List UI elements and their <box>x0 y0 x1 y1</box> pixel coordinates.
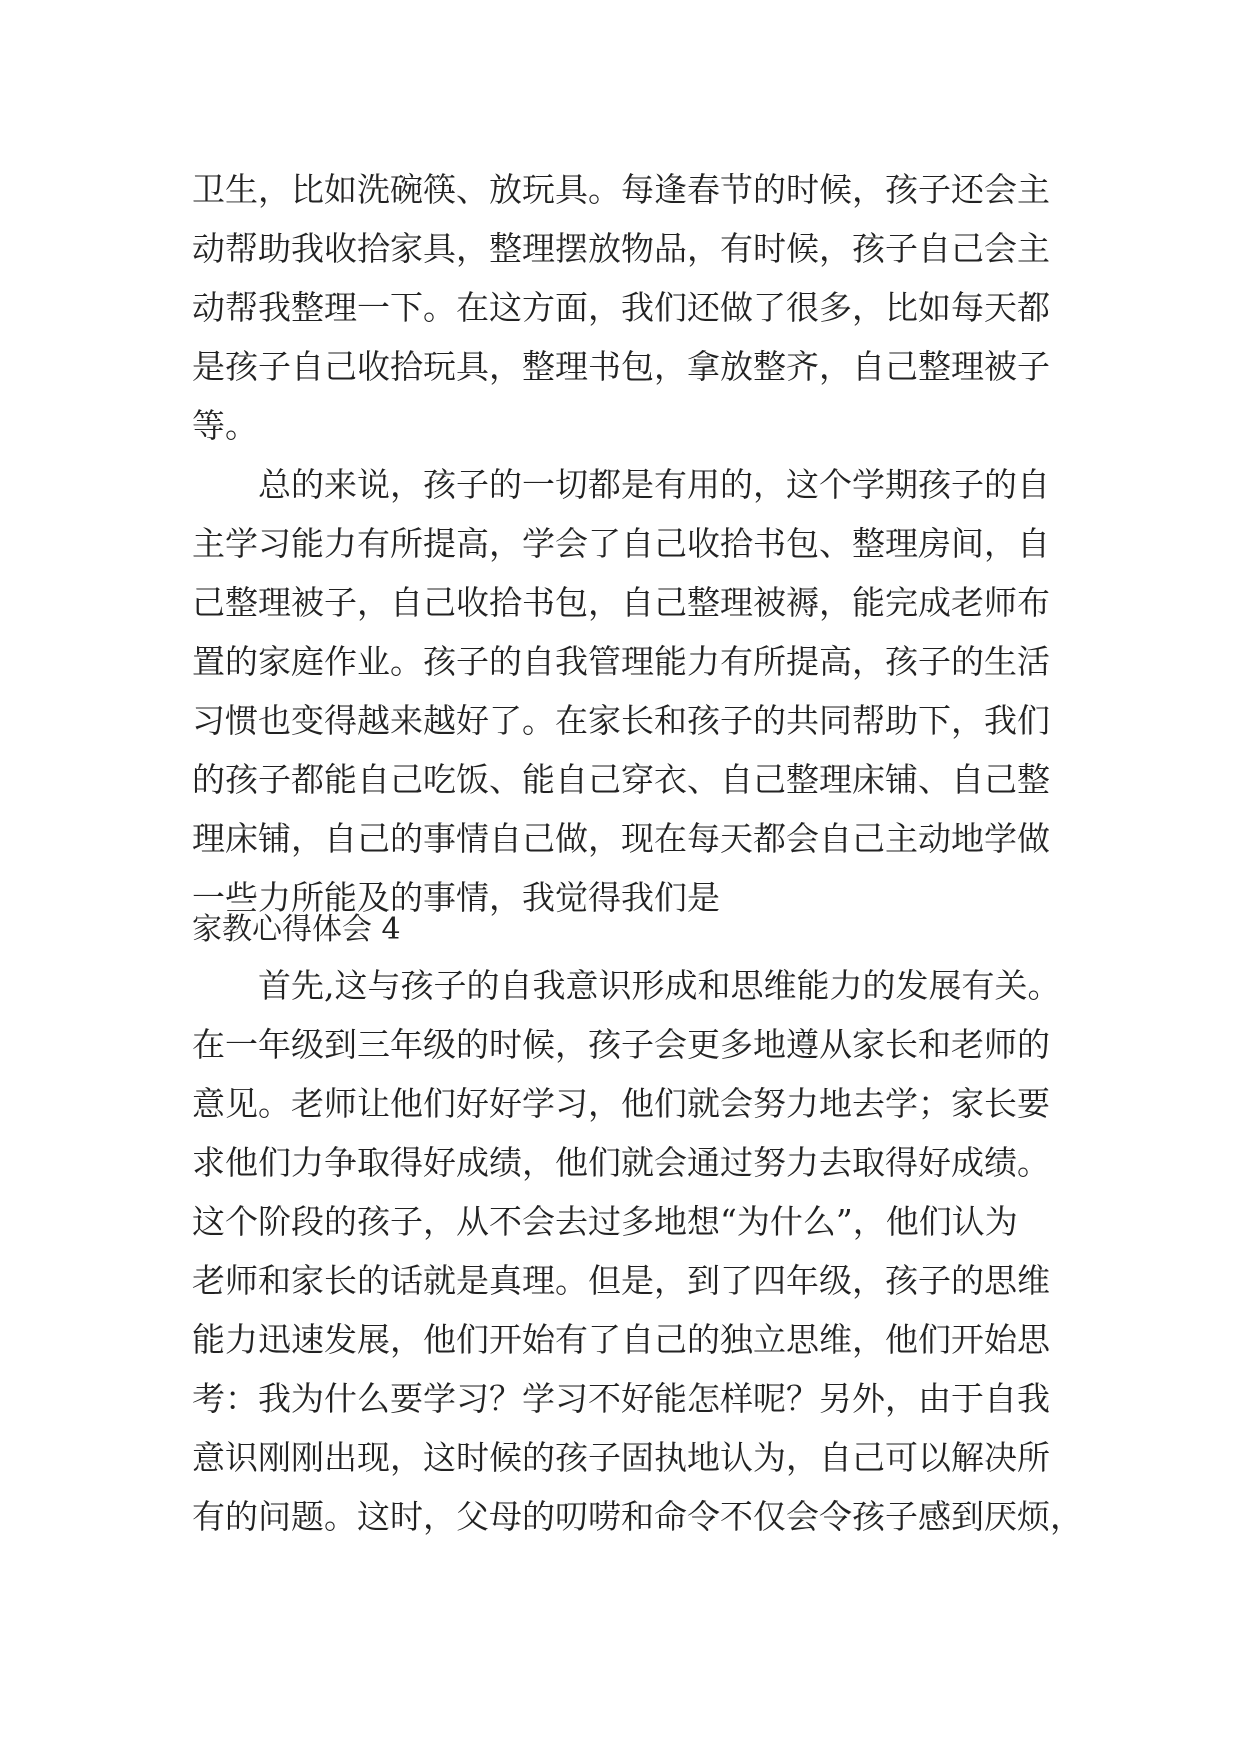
text-line: 意见。老师让他们好好学习，他们就会努力地去学；家长要 <box>192 1084 1050 1123</box>
section-heading: 家教心得体会 4 <box>192 912 401 947</box>
text-line: 老师和家长的话就是真理。但是，到了四年级，孩子的思维 <box>192 1261 1050 1300</box>
text-line: 主学习能力有所提高，学会了自己收拾书包、整理房间，自 <box>192 524 1050 563</box>
text-line: 己整理被子，自己收拾书包，自己整理被褥，能完成老师布 <box>192 583 1050 622</box>
text-line: 能力迅速发展，他们开始有了自己的独立思维，他们开始思 <box>192 1320 1050 1359</box>
text-line: 习惯也变得越来越好了。在家长和孩子的共同帮助下，我们 <box>192 701 1050 740</box>
text-line: 动帮我整理一下。在这方面，我们还做了很多，比如每天都 <box>192 288 1050 327</box>
text-line: 考：我为什么要学习？学习不好能怎样呢？另外，由于自我 <box>192 1379 1050 1418</box>
text-line: 总的来说，孩子的一切都是有用的，这个学期孩子的自 <box>258 465 1050 504</box>
text-line: 的孩子都能自己吃饭、能自己穿衣、自己整理床铺、自己整 <box>192 760 1050 799</box>
text-line: 首先,这与孩子的自我意识形成和思维能力的发展有关。 <box>258 966 1061 1005</box>
text-line: 理床铺，自己的事情自己做，现在每天都会自己主动地学做 <box>192 819 1050 858</box>
text-line: 一些力所能及的事情，我觉得我们是 <box>192 878 720 917</box>
paragraph-summary <box>192 455 1062 927</box>
text-line: 是孩子自己收拾玩具，整理书包，拿放整齐，自己整理被子 <box>192 347 1050 386</box>
text-line: 动帮助我收拾家具，整理摆放物品，有时候，孩子自己会主 <box>192 229 1050 268</box>
text-line: 在一年级到三年级的时候，孩子会更多地遵从家长和老师的 <box>192 1025 1050 1064</box>
text-line: 意识刚刚出现，这时候的孩子固执地认为，自己可以解决所 <box>192 1438 1050 1477</box>
paragraph-continued <box>192 160 1062 455</box>
text-line: 卫生，比如洗碗筷、放玩具。每逢春节的时候，孩子还会主 <box>192 170 1050 209</box>
text-line: 求他们力争取得好成绩，他们就会通过努力去取得好成绩。 <box>192 1143 1050 1182</box>
text-line: 有的问题。这时，父母的叨唠和命令不仅会令孩子感到厌烦， <box>192 1497 1083 1536</box>
text-line: 置的家庭作业。孩子的自我管理能力有所提高，孩子的生活 <box>192 642 1050 681</box>
paragraph-firstly <box>192 956 1083 1546</box>
text-line: 等。 <box>192 406 258 445</box>
text-line: 这个阶段的孩子，从不会去过多地想“为什么”，他们认为 <box>192 1202 1018 1241</box>
